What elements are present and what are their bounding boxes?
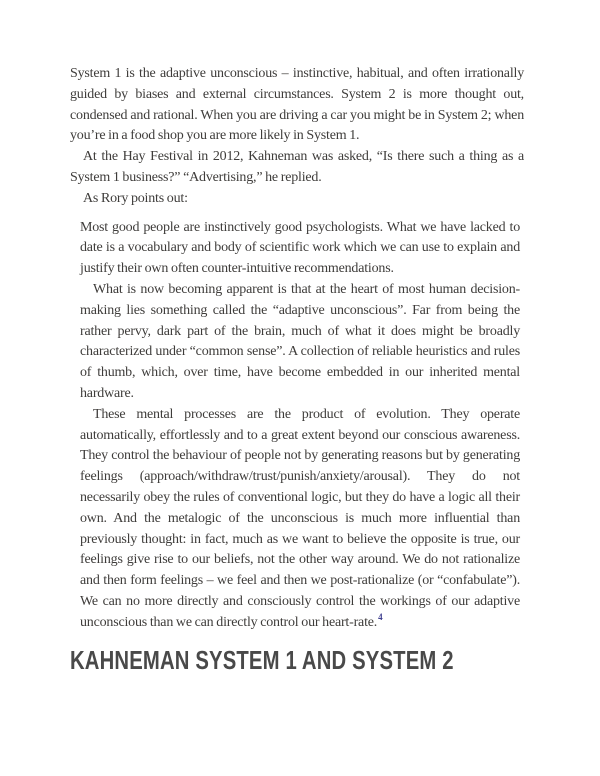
quote-paragraph-psychologists: Most good people are instinctively good psychologists. What we have lacked to date is a vocabulary and body of scientific work which we can use to explain and justify their own often counter-intuitive recommendations. xyxy=(80,219,520,277)
quote-paragraph-adaptive-unconscious: What is now becoming apparent is that at the heart of most human decision-making lies something called the “adaptive unconscious”. Far from being the rather pervy, dark part of the brain, much of what it does might be broadly characterized under “common sense”. A collection of reliable heuristics and rules of thumb, which, over time, have become embedded in our inherited mental hardware. xyxy=(80,281,520,401)
paragraph-hay-festival: At the Hay Festival in 2012, Kahneman was asked, “Is there such a thing as a System 1 business?” “Advertising,” he replied. xyxy=(70,149,524,185)
quote-paragraph-mental-processes xyxy=(80,405,520,634)
section-heading-kahneman: KAHNEMAN SYSTEM 1 AND SYSTEM 2 xyxy=(70,644,454,675)
rory-quote-block xyxy=(80,218,520,634)
body-text xyxy=(70,64,524,634)
quote-paragraph-text: These mental processes are the product of evolution. They operate automatically, effortlessly and to a great extent beyond our conscious awareness. They control the behaviour of people not by generating reasons but by generating feelings (approach/withdraw/trust/punish/anxiety/arousal). They do not necessarily obey the rules of conventional logic, but they do have a logic all their own. And the metalogic of the unconscious is much more influential than previously thought: in fact, much as we want to believe the opposite is true, our feelings give rise to our beliefs, not the other way around. We do not rationalize and then form feelings – we feel and then we post-rationalize (or “confabulate”). We can no more directly and consciously control the workings of our adaptive unconscious than we can directly control our heart-rate. xyxy=(80,406,520,630)
paragraph-rory-lead-in: As Rory points out: xyxy=(83,190,188,206)
footnote-reference-4[interactable]: 4 xyxy=(378,612,383,623)
paragraph-system1-intro: System 1 is the adaptive unconscious – instinctive, habitual, and often irrationally guided by biases and external circumstances. System 2 is more thought out, condensed and rational. When you are driving a car you might be in System 2; when you’re in a food shop you are more likely in System 1. xyxy=(70,66,524,144)
